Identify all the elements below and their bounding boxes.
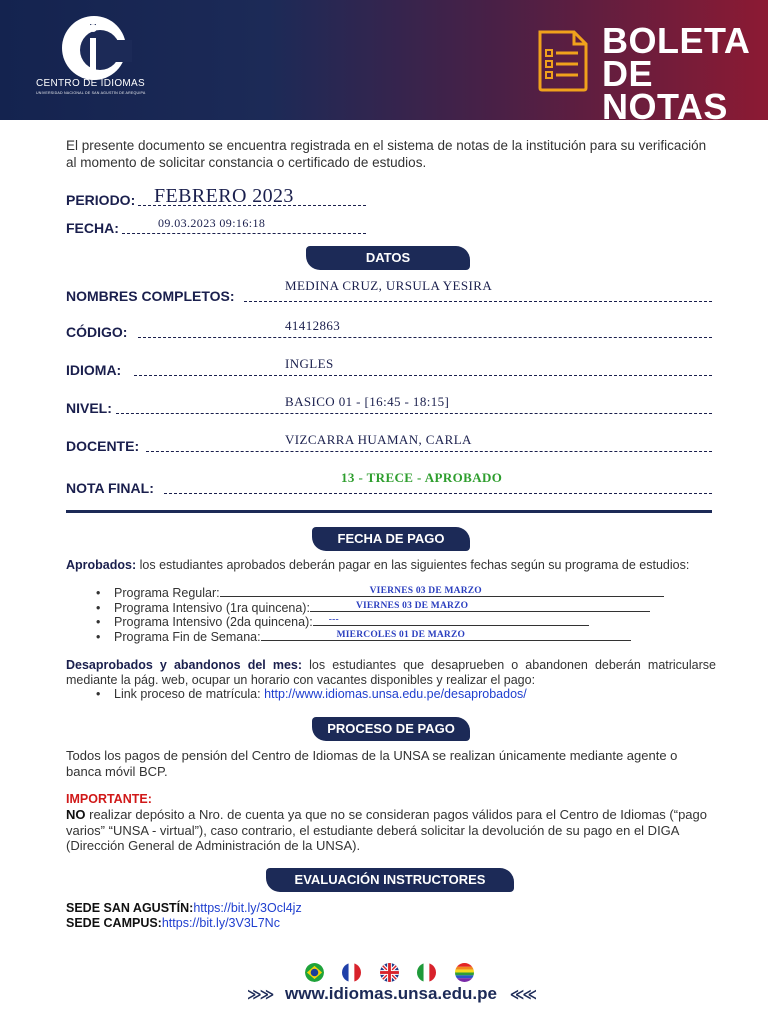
proceso-pago-text: Todos los pagos de pensión del Centro de Idiomas de la UNSA se realizan únicamente mediante agente o banca móvil BCP.: [66, 748, 678, 779]
program-blank: [310, 601, 650, 612]
nombres-label: NOMBRES COMPLETOS:: [66, 288, 235, 304]
program-blank: [313, 615, 589, 626]
docente-field: [66, 430, 712, 456]
nombres-value: MEDINA CRUZ, URSULA YESIRA: [285, 278, 493, 293]
importante-title: IMPORTANTE:: [66, 792, 152, 806]
fecha-line: [122, 233, 366, 234]
logo-name: CENTRO DE IDIOMAS: [36, 78, 145, 89]
fecha-pago-heading: FECHA DE PAGO: [312, 527, 470, 551]
document-list-icon: [536, 30, 590, 92]
nombres-line: [244, 301, 712, 302]
sede1-label: SEDE SAN AGUSTÍN:: [66, 901, 194, 915]
aprobados-paragraph: [66, 558, 716, 573]
fecha-label: FECHA:: [66, 220, 119, 236]
title-line-1: BOLETA: [602, 20, 751, 61]
evaluacion-heading: EVALUACIÓN INSTRUCTORES: [266, 868, 514, 892]
docente-value: VIZCARRA HUAMAN, CARLA: [285, 432, 472, 447]
docente-label: DOCENTE:: [66, 438, 140, 454]
importante-paragraph: [66, 807, 716, 854]
nivel-field: [66, 392, 712, 418]
program-label: Programa Intensivo (1ra quincena):: [114, 600, 310, 615]
periodo-value: FEBRERO 2023: [154, 185, 294, 207]
codigo-field: [66, 316, 712, 342]
language-flags: [305, 963, 480, 983]
no-label: NO: [66, 807, 86, 822]
desaprobados-link[interactable]: http://www.idiomas.unsa.edu.pe/desaprobados/: [264, 687, 527, 701]
nota-final-field: [66, 472, 712, 498]
aprobados-text: los estudiantes aprobados deberán pagar en las siguientes fechas según su programa de estudios:: [139, 558, 690, 572]
periodo-field: [66, 184, 366, 210]
nombres-field: [66, 280, 712, 306]
program-label: Programa Regular:: [114, 586, 220, 600]
desaprobados-text: los estudiantes que desaprueben o abandonen deberán matricularse mediante la pág. web, ocupar un horario con vacantes disponibles y realizar el pago:: [66, 658, 716, 687]
desaprobados-paragraph: [66, 658, 716, 687]
docente-line: [146, 451, 712, 452]
arrows-right-icon: ≪≪: [509, 986, 535, 1002]
nivel-line: [116, 413, 712, 414]
program-blank: [261, 630, 631, 641]
arrows-left-icon: ≫≫: [246, 986, 273, 1002]
sede2-label: SEDE CAMPUS:: [66, 916, 162, 930]
program-item: [66, 601, 664, 616]
proceso-pago-heading: PROCESO DE PAGO: [312, 717, 470, 741]
program-list: [66, 586, 664, 644]
france-flag-icon: [342, 963, 361, 982]
footer-website: [236, 984, 546, 1008]
importante-label: [66, 792, 716, 807]
idioma-label: IDIOMA:: [66, 362, 122, 378]
aprobados-label: Aprobados:: [66, 558, 137, 572]
nivel-value: BASICO 01 - [16:45 - 18:15]: [285, 394, 450, 409]
fecha-field: [66, 212, 366, 238]
idioma-line: [134, 375, 712, 376]
program-date: VIERNES 03 DE MARZO: [355, 600, 469, 611]
codigo-line: [138, 337, 712, 338]
sede2-link[interactable]: https://bit.ly/3V3L7Nc: [161, 916, 280, 930]
program-date: VIERNES 03 DE MARZO: [369, 586, 482, 596]
program-label: Programa Fin de Semana:: [114, 629, 261, 644]
codigo-value: 41412863: [285, 318, 341, 333]
datos-heading: DATOS: [306, 246, 470, 270]
link-label: Link proceso de matrícula:: [114, 687, 261, 701]
rainbow-flag-icon: [455, 963, 474, 982]
title-line-2: DE NOTAS: [602, 53, 728, 127]
importante-text: realizar depósito a Nro. de cuenta ya que no se consideran pagos válidos para el Centro de Idiomas (“pago varios” “UNSA - virtual”), caso contrario, el estudiante deberá solicitar la devolución de su pago en el DIGA (Dirección General de Administración de la UNSA).: [66, 807, 707, 853]
program-blank: [220, 586, 664, 597]
nota-final-label: NOTA FINAL:: [66, 480, 154, 496]
program-date: ---: [328, 615, 339, 625]
link-item: [66, 687, 527, 702]
program-item: [66, 630, 664, 645]
header-banner: [0, 0, 768, 127]
idioma-field: [66, 354, 712, 380]
idioma-value: INGLES: [285, 356, 334, 371]
sede-campus-row: [66, 916, 716, 931]
codigo-label: CÓDIGO:: [66, 324, 128, 340]
link-list: [66, 687, 527, 702]
sede1-link[interactable]: https://bit.ly/3Ocl4jz: [193, 901, 302, 915]
program-date: MIERCOLES 01 DE MARZO: [336, 629, 466, 640]
fecha-value: 09.03.2023 09:16:18: [158, 216, 266, 230]
nota-final-line: [164, 493, 712, 494]
document-title: [602, 20, 768, 127]
program-label: Programa Intensivo (2da quincena):: [114, 615, 313, 629]
brazil-flag-icon: [305, 963, 324, 982]
nota-final-value: 13 - TRECE - APROBADO: [341, 470, 503, 485]
website-link[interactable]: www.idiomas.unsa.edu.pe: [285, 984, 497, 1003]
intro-text: El presente documento se encuentra registrada en el sistema de notas de la institución para su verificación al momento de solicitar constancia o certificado de estudios.: [66, 138, 707, 170]
nivel-label: NIVEL:: [66, 400, 112, 416]
italy-flag-icon: [417, 963, 436, 982]
logo-subtitle: UNIVERSIDAD NACIONAL DE SAN AGUSTÍN DE AREQUIPA: [36, 91, 146, 95]
sede-san-agustin-row: [66, 901, 716, 916]
uk-flag-icon: [380, 963, 399, 982]
section-divider: [66, 510, 712, 513]
desaprobados-label: Desaprobados y abandonos del mes:: [66, 658, 303, 672]
periodo-label: PERIODO:: [66, 192, 136, 208]
